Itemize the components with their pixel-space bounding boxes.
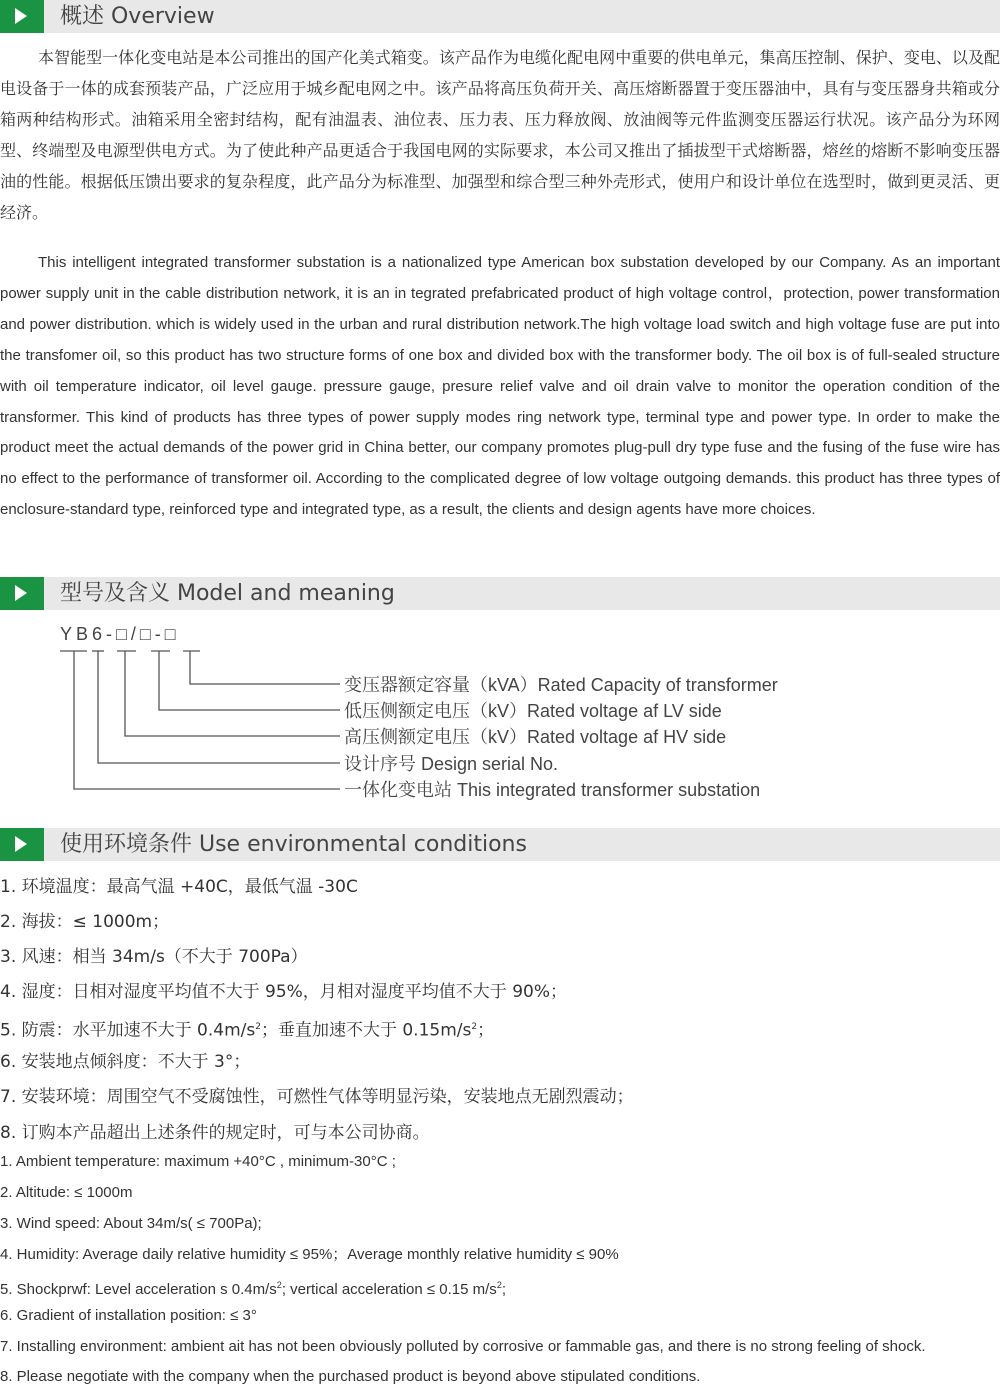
env-en-item: 8. Please negotiate with the company when the purchased product is beyond above stipulated conditions.: [0, 1368, 701, 1385]
section-title: 概述 Overview: [60, 4, 215, 29]
env-en-item: 7. Installing environment: ambient ait has not been obviously polluted by corrosive or fammable gas, and there is no strong feeling of shock.: [0, 1338, 926, 1355]
text-part: 5. 防震：水平加速不大于 0.4m/s: [0, 1020, 256, 1041]
env-en-item: 6. Gradient of installation position: ≤ 3°: [0, 1307, 257, 1324]
env-cn-item: 4. 湿度：日相对湿度平均值不大于 95%，月相对湿度平均值不大于 90%；: [0, 982, 568, 1002]
model-label-hv: 高压侧额定电压（kV）Rated voltage af HV side: [344, 727, 727, 747]
env-en-item: [0, 1275, 506, 1300]
model-code: YB6-□/□-□: [60, 624, 180, 644]
env-cn-item: 2. 海拔：≤ 1000m；: [0, 912, 170, 932]
overview-en-paragraph: This intelligent integrated transformer substation is a nationalized type American box substation developed by our Company. As an important power supply unit in the cable distribution network, it is an in tegrated prefabricated product of high voltage control，protection, power transformation and power distribution. which is widely used in the urban and rural distribution network.The high voltage load switch and high voltage fuse are put into the transfomer oil, so this product has two structure forms of one box and divided box with the transformer body. The oil box is of full-sealed structure with oil temperature indicator, oil level gauge. pressure gauge, presure relief valve and oil drain valve to monitor the operation condition of the transformer. This kind of products has three types of power supply modes ring network type, terminal type and power type. In order to make the product meet the actual demands of the power grid in China better, our company promotes plug-pull dry type fuse and the fusing of the fuse wire has no effect to the performance of transformer oil. According to the complicated degree of low voltage outgoing demands. this product has three types of enclosure-standard type, reinforced type and integrated type, as a result, the clients and design agents have more choices.: [0, 254, 1000, 519]
section-marker: [0, 577, 44, 610]
env-cn-item: 3. 风速：相当 34m/s（不大于 700Pa）: [0, 947, 308, 967]
section-title: 使用环境条件 Use environmental conditions: [60, 832, 527, 857]
env-cn-item: 6. 安装地点倾斜度：不大于 3°；: [0, 1052, 251, 1072]
model-label-substation: 一体化变电站 This integrated transformer substation: [344, 780, 761, 800]
play-arrow-icon: [15, 585, 27, 601]
model-label-serial: 设计序号 Design serial No.: [344, 754, 559, 774]
env-en-item: 1. Ambient temperature: maximum +40°C , minimum-30°C ;: [0, 1153, 396, 1170]
superscript: 2: [255, 1022, 261, 1032]
play-arrow-icon: [15, 836, 27, 852]
env-cn-item: 8. 订购本产品超出上述条件的规定时，可与本公司协商。: [0, 1123, 430, 1143]
overview-cn-paragraph: 本智能型一体化变电站是本公司推出的国产化美式箱变。该产品作为电缆化配电网中重要的供电单元，集高压控制、保护、变电、以及配电设备于一体的成套预装产品，广泛应用于城乡配电网之中。该产品将高压负荷开关、高压熔断器置于变压器油中，具有与变压器身共箱或分箱两种结构形式。油箱采用全密封结构，配有油温表、油位表、压力表、压力释放阀、放油阀等元件监测变压器运行状况。该产品分为环网型、终端型及电源型供电方式。为了使此种产品更适合于我国电网的实际要求，本公司又推出了插拔型干式熔断器，熔丝的熔断不影响变压器油的性能。根据低压馈出要求的复杂程度，此产品分为标准型、加强型和综合型三种外壳形式，使用户和设计单位在选型时，做到更灵活、更经济。: [0, 48, 1000, 222]
env-en-item: 3. Wind speed: About 34m/s( ≤ 700Pa);: [0, 1215, 262, 1232]
env-cn-item: 7. 安装环境：周围空气不受腐蚀性，可燃性气体等明显污染，安装地点无剧烈震动；: [0, 1087, 634, 1107]
text-part: ; vertical acceleration ≤ 0.15 m/s: [281, 1281, 497, 1298]
text-part: ；: [477, 1020, 495, 1041]
env-en-item: 4. Humidity: Average daily relative humidity ≤ 95%；Average monthly relative humidity ≤ 90%: [0, 1246, 619, 1263]
superscript: 2: [496, 1280, 502, 1290]
text-part: ；垂直加速不大于 0.15m/s: [260, 1020, 472, 1041]
play-arrow-icon: [15, 8, 27, 24]
text-part: ;: [501, 1281, 506, 1298]
section-title: 型号及含义 Model and meaning: [60, 581, 395, 606]
env-en-item: 2. Altitude: ≤ 1000m: [0, 1184, 133, 1201]
superscript: 2: [471, 1022, 478, 1032]
superscript: 2: [276, 1280, 282, 1290]
environment-section-header: [0, 828, 1000, 861]
model-label-capacity: 变压器额定容量（kVA）Rated Capacity of transformer: [344, 675, 778, 695]
overview-section-header: [0, 0, 1000, 33]
model-diagram-lines: [0, 640, 400, 800]
env-cn-item: 1. 环境温度：最高气温 +40C，最低气温 -30C: [0, 877, 358, 897]
section-marker: [0, 828, 44, 861]
model-label-lv: 低压侧额定电压（kV）Rated voltage af LV side: [344, 701, 722, 721]
model-section-header: [0, 577, 1000, 610]
section-marker: [0, 0, 44, 33]
text-part: 5. Shockprwf: Level acceleration s 0.4m/s: [0, 1281, 277, 1298]
env-cn-item: [0, 1016, 494, 1042]
